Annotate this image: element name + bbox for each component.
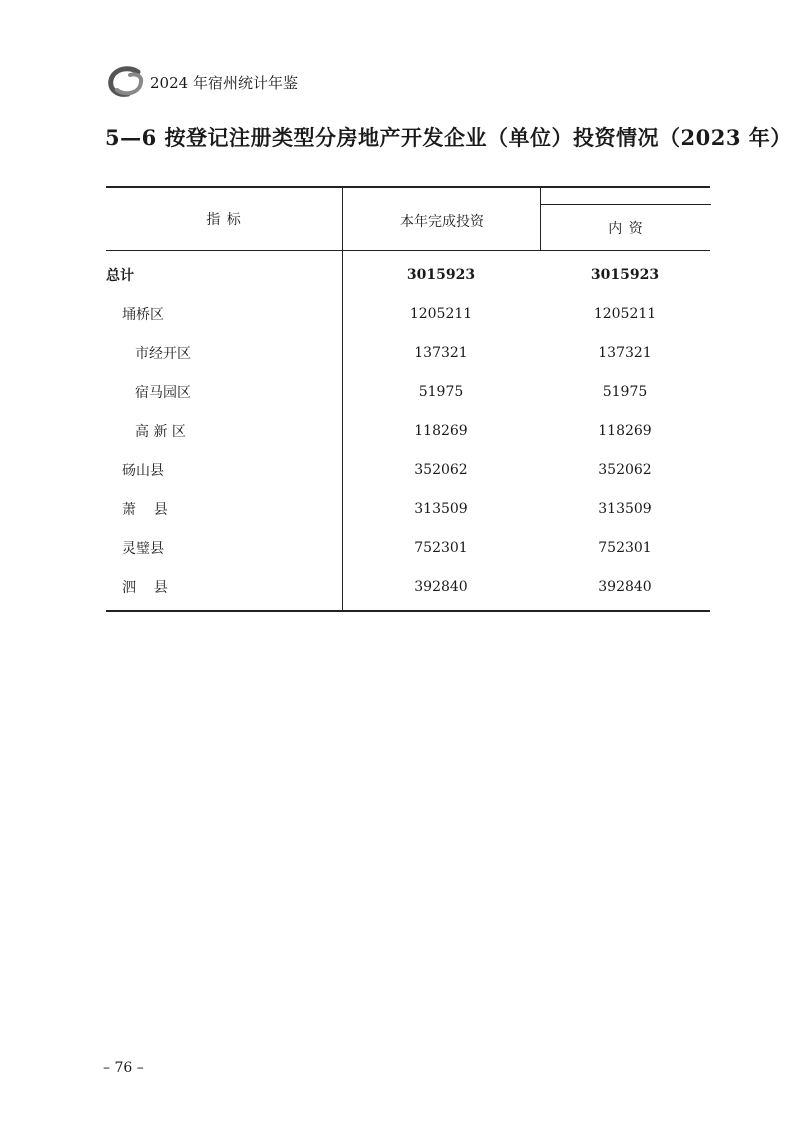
completed-investment-value: 3015923 (406, 266, 476, 283)
domestic-investment-value: 313509 (598, 500, 652, 517)
row-label: 砀山县 (122, 462, 164, 479)
row-label: 萧 县 (122, 501, 168, 518)
column-header-group (540, 188, 711, 250)
domestic-investment-value: 118269 (598, 422, 652, 439)
row-label: 埇桥区 (122, 306, 164, 323)
column-group-top (541, 188, 711, 205)
completed-investment-value: 352062 (414, 461, 468, 478)
completed-investment-value: 137321 (414, 344, 468, 361)
yearbook-logo-icon (108, 66, 144, 98)
page-number: – 76 – (103, 1060, 144, 1076)
row-label: 市经开区 (135, 345, 191, 362)
row-label: 宿马园区 (135, 384, 191, 401)
row-label: 高 新 区 (135, 423, 186, 440)
table-header (106, 186, 710, 251)
table-row (106, 372, 710, 411)
table-row (106, 567, 710, 606)
data-table (106, 186, 710, 612)
column-header-completed-label: 本年完成投资 (400, 214, 484, 230)
column-header-domestic: 内 资 (608, 221, 644, 237)
completed-investment-value: 392840 (414, 578, 468, 595)
completed-investment-value: 118269 (414, 422, 468, 439)
domestic-investment-value: 51975 (602, 383, 648, 400)
row-label: 泗 县 (122, 579, 168, 596)
domestic-investment-value: 137321 (598, 344, 652, 361)
domestic-investment-value: 392840 (598, 578, 652, 595)
completed-investment-value: 51975 (418, 383, 464, 400)
column-header-indicator: 指 标 (206, 212, 242, 228)
completed-investment-value: 752301 (414, 539, 468, 556)
row-label: 总计 (106, 267, 134, 284)
table-row (106, 333, 710, 372)
table-row (106, 255, 710, 294)
column-header-completed (342, 188, 541, 250)
row-label: 灵璧县 (122, 540, 164, 557)
domestic-investment-value: 3015923 (590, 266, 660, 283)
domestic-investment-value: 352062 (598, 461, 652, 478)
table-row (106, 294, 710, 333)
table-row (106, 528, 710, 567)
completed-investment-value: 313509 (414, 500, 468, 517)
table-body (106, 251, 710, 612)
domestic-investment-value: 1205211 (593, 305, 657, 322)
table-row (106, 450, 710, 489)
domestic-investment-value: 752301 (598, 539, 652, 556)
running-head (108, 66, 298, 98)
table-title: 5—6 按登记注册类型分房地产开发企业（单位）投资情况（2023 年） (105, 125, 792, 150)
table-row (106, 489, 710, 528)
running-title: 2024 年宿州统计年鉴 (150, 73, 298, 92)
completed-investment-value: 1205211 (409, 305, 473, 322)
table-row (106, 411, 710, 450)
